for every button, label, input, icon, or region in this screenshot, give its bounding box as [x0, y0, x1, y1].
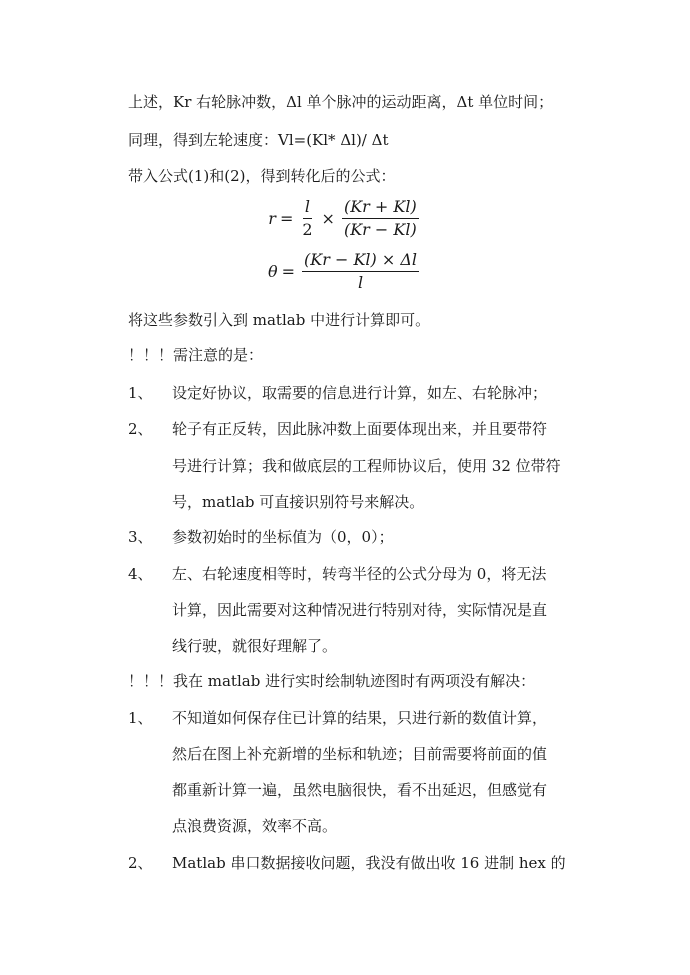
issue-1-line-4: 点浪费资源，效率不高。	[172, 817, 338, 835]
note-1-number: 1、	[128, 384, 153, 402]
formula2-denominator: l	[357, 273, 364, 292]
formula-radius	[0, 198, 690, 239]
issue-1-line-2: 然后在图上补充新增的坐标和轨迹；目前需要将前面的值	[172, 745, 548, 763]
issue-2-number: 2、	[128, 854, 153, 872]
formula2-equals: =	[281, 262, 296, 281]
formula1-frac2-denominator: (Kr − Kl)	[343, 220, 417, 239]
formula1-equals: =	[279, 209, 294, 228]
note-3-number: 3、	[128, 528, 153, 546]
formula1-times: ×	[321, 209, 335, 228]
formula1-lhs: r	[268, 209, 276, 228]
issue-1-number: 1、	[128, 709, 153, 727]
note-4-line-1: 左、右轮速度相等时，转弯半径的公式分母为 0，将无法	[172, 565, 547, 583]
note-3-line-1: 参数初始时的坐标值为（0，0）；	[172, 528, 394, 546]
formula2-numerator: (Kr − Kl) × Δl	[302, 251, 419, 272]
intro-line-3: 带入公式(1)和(2)，得到转化后的公式：	[128, 167, 396, 185]
note-2-number: 2、	[128, 420, 153, 438]
issues-heading: ！！！我在 matlab 进行实时绘制轨迹图时有两项没有解决：	[128, 672, 536, 690]
note-1-line-1: 设定好协议，取需要的信息进行计算，如左、右轮脉冲；	[172, 384, 548, 402]
formula2-fraction	[302, 251, 419, 292]
intro-line-2: 同理，得到左轮速度：Vl=(Kl* Δl)/ Δt	[128, 131, 389, 149]
notes-heading: ！！！需注意的是：	[128, 346, 264, 364]
note-4-number: 4、	[128, 565, 153, 583]
issue-1-line-3: 都重新计算一遍，虽然电脑很快，看不出延迟，但感觉有	[172, 781, 548, 799]
note-2-line-1: 轮子有正反转，因此脉冲数上面要体现出来，并且要带符	[172, 420, 548, 438]
formula1-frac1-numerator: l	[303, 198, 312, 219]
formula1-frac1-denominator: 2	[302, 220, 313, 239]
note-2-line-3: 号，matlab 可直接识别符号来解决。	[172, 493, 425, 511]
note-4-line-3: 线行驶，就很好理解了。	[172, 637, 338, 655]
formula-angle	[0, 251, 690, 292]
intro-line-1: 上述，Kr 右轮脉冲数，Δl 单个脉冲的运动距离，Δt 单位时间；	[128, 93, 554, 111]
formula1-frac2-numerator: (Kr + Kl)	[342, 198, 419, 219]
issue-1-line-1: 不知道如何保存住已计算的结果，只进行新的数值计算，	[172, 709, 548, 727]
formula2-lhs: θ	[267, 262, 278, 281]
formula1-fraction-1	[300, 198, 314, 239]
after-formula-text: 将这些参数引入到 matlab 中进行计算即可。	[128, 311, 431, 329]
formula1-fraction-2	[342, 198, 419, 239]
note-2-line-2: 号进行计算；我和做底层的工程师协议后，使用 32 位带符	[172, 457, 561, 475]
issue-2-line-1: Matlab 串口数据接收问题，我没有做出收 16 进制 hex 的	[172, 854, 566, 872]
note-4-line-2: 计算，因此需要对这种情况进行特别对待，实际情况是直	[172, 601, 548, 619]
